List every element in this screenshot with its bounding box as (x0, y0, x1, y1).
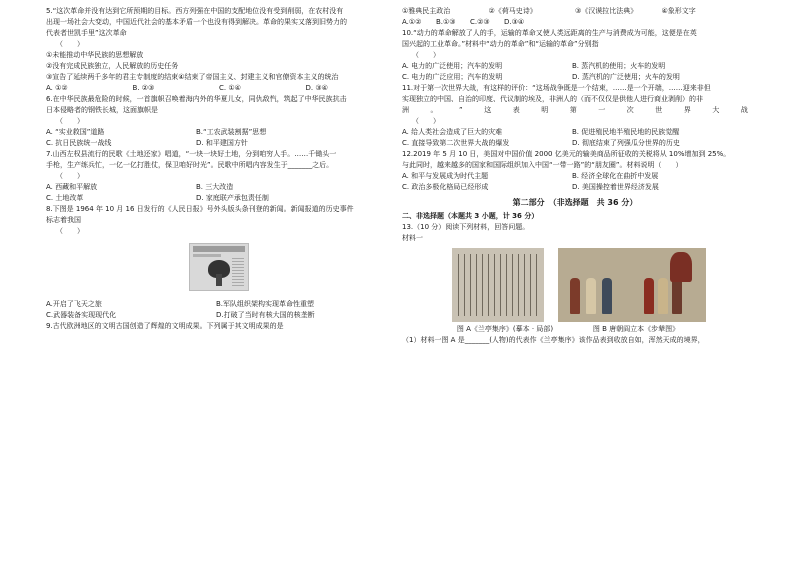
option-a: A. ①② (46, 84, 68, 92)
option-b: B.①③ (436, 18, 456, 26)
option-b: B. 三大改造 (196, 183, 234, 191)
q11-line: 实现独立的中国、自治的印度、代议制的埃及，非洲人的（而不仅仅是供他人进行商业剥削）的非 (402, 95, 703, 103)
part-two-title: 第二部分 （非选择题 共 36 分） (512, 198, 638, 207)
question-10 (402, 28, 748, 83)
q11-line: 11.对于第一次世界大战，有这样的评价：“这场战争既是一个结束，……是一个开端，……迎来非但 (402, 84, 711, 92)
option-b: B. ②③ (132, 84, 155, 92)
q10-line: 国兴起的工业革命。”材料中“动力的革命”和“运输的革命”分别指 (402, 40, 599, 48)
answer-paren: （ ） (56, 227, 84, 235)
question-7 (46, 149, 392, 204)
q13-material-label: 材料一 (402, 234, 423, 242)
right-column (402, 6, 748, 346)
painting-figure (570, 278, 580, 314)
q5-item: ①未能推动中华民族的思想解放 (46, 51, 144, 59)
question-9-options (402, 6, 748, 28)
left-column (46, 6, 392, 332)
calligraphy-strokes (458, 254, 538, 316)
option-d: D. ③④ (305, 84, 328, 92)
q11-char: ” (459, 106, 463, 114)
q11-char: 表 (512, 106, 520, 114)
option-b: B.“工农武装割据”思想 (196, 128, 267, 136)
q9-item: ②《荷马史诗》 (488, 7, 537, 15)
q11-char: 世 (655, 106, 663, 114)
option-a: A. 给人类社会造成了巨大的灾难 (402, 128, 503, 136)
painting-figure (586, 278, 596, 314)
option-d: D.③④ (504, 18, 525, 26)
option-b: B.军队组织架构实现革命性重塑 (216, 300, 315, 308)
option-a: A. 西藏和平解放 (46, 183, 98, 191)
newspaper-headline (193, 254, 221, 257)
option-a: A. 电力的广泛使用；汽车的发明 (402, 62, 503, 70)
q5-item: ②没有完成民族独立，人民解放的历史任务 (46, 62, 179, 70)
question-12 (402, 149, 748, 193)
q5-options (46, 83, 392, 94)
q11-char: 第 (569, 106, 577, 114)
caption-b: 图 B 唐朝阎立本《步辇图》 (592, 325, 680, 333)
q5-line: 出现一场社会大变动，中国近代社会的基本矛盾一个也没有得到解决。革命的果实又落到旧势力的 (46, 18, 347, 26)
q6-options (46, 127, 392, 149)
option-d: D. 彻底结束了列强瓜分世界的历史 (572, 139, 680, 147)
q7-options (46, 182, 392, 204)
q11-char: 明 (541, 106, 549, 114)
answer-paren: （ ） (412, 51, 440, 59)
q11-char: 一 (598, 106, 606, 114)
q5-line: 5.“这次革命并没有达到它所预期的目标。西方列强在中国的支配地位没有受到削弱，在农村没有 (46, 7, 344, 15)
option-c: C. 政治多极化格局已经形成 (402, 183, 489, 191)
newspaper-masthead (193, 246, 245, 252)
option-d: D.打破了当时有核大国的核垄断 (216, 311, 315, 319)
option-d: D. 家庭联产承包责任制 (196, 194, 269, 202)
painting-image (558, 248, 706, 322)
painting-figure (672, 278, 682, 314)
q11-char: 大 (712, 106, 720, 114)
caption-a: 图 A《兰亭集序》(摹本 · 局部) (456, 325, 554, 333)
q10-line: 10.“动力的革命解放了人的手，运输的革命又使人类远距离的生产与消费成为可能，这便是在英 (402, 29, 697, 37)
section-two-title: 二、非选择题（本题共 3 小题，计 36 分） (402, 212, 539, 220)
q5-item: ③宣告了延续两千多年的君主专制度的结束④结束了帝国主义、封建主义和官僚资本主义的统治 (46, 73, 339, 81)
option-a: A. “实业救国”道路 (46, 128, 105, 136)
q13-line: 13.（10 分）阅读下列材料，回答问题。 (402, 223, 530, 231)
question-9 (46, 321, 392, 332)
q10-options (402, 61, 748, 83)
q8-options (46, 299, 392, 321)
q13-figures (452, 248, 748, 322)
mushroom-cloud-stem (216, 274, 222, 286)
q11-char: 界 (683, 106, 691, 114)
q6-line: 6.在中华民族最危险的时候，一首旗帜召唤着海内外的华夏儿女，同仇敌忾，筑起了中华民族抗击 (46, 95, 347, 103)
q8-line: 标志着我国 (46, 216, 81, 224)
painting-figure (644, 278, 654, 314)
newspaper-text-block (232, 258, 244, 286)
q11-char: 。 (430, 106, 438, 114)
question-5 (46, 6, 392, 94)
q9-options (402, 17, 748, 28)
newspaper-image (189, 243, 249, 291)
q12-options (402, 171, 748, 193)
q11-char: 这 (484, 106, 492, 114)
option-d: D. 美国操控着世界经济发展 (572, 183, 659, 191)
q11-options (402, 127, 748, 149)
option-a: A. 和平与发展成为时代主题 (402, 172, 489, 180)
q11-char: 洲 (402, 106, 409, 114)
q9-item: ①雅典民主政治 (402, 7, 451, 15)
option-c: C. 抗日民族统一战线 (46, 139, 112, 147)
question-6 (46, 94, 392, 149)
option-a: A.开启了飞天之旅 (46, 300, 102, 308)
answer-paren: （ ） (56, 117, 84, 125)
option-c: C. 电力的广泛应用；汽车的发明 (402, 73, 503, 81)
painting-fan (670, 252, 692, 282)
q5-line: 代表者世凯手里”这次革命 (46, 29, 127, 37)
q9-item: ③《汉谟拉比法典》 (575, 7, 638, 15)
option-b: B. 促进殖民地半殖民地的民族觉醒 (572, 128, 680, 136)
q6-line: 日本侵略者的钢铁长城，这面旗帜是 (46, 106, 158, 114)
option-c: C. 土地改革 (46, 194, 84, 202)
calligraphy-image (452, 248, 544, 322)
option-c: C.武器装备实现现代化 (46, 311, 117, 319)
q11-justified-line (402, 105, 748, 116)
option-b: B. 经济全球化在曲折中发展 (572, 172, 659, 180)
q11-char: 战 (740, 106, 748, 114)
option-d: D. 和平建国方针 (196, 139, 248, 147)
option-d: D. 蒸汽机的广泛使用；火车的发明 (572, 73, 680, 81)
q12-line: 与此同时，越来越多的国家和国际组织加入中国“一带一路”的“朋友圈”。材料说明（ ） (402, 161, 683, 169)
answer-paren: （ ） (56, 172, 84, 180)
q9-item: ④象形文字 (661, 7, 696, 15)
option-c: C.②③ (470, 18, 490, 26)
q9-line: 9.古代欧洲地区的文明古国创造了辉煌的文明成果。下列属于其文明成果的是 (46, 322, 284, 330)
option-c: C. 直接导致第二次世界大战的爆发 (402, 139, 510, 147)
question-8 (46, 204, 392, 321)
q9-items (402, 6, 748, 17)
option-c: C. ①④ (219, 84, 241, 92)
painting-figure (658, 278, 668, 314)
q12-line: 12.2019 年 5 月 10 日，美国对中国价值 2000 亿美元的输美商品所征收的关税将从 10%增加到 25%。 (402, 150, 731, 158)
painting-figure (602, 278, 612, 314)
option-a: A.①② (402, 18, 422, 26)
question-11 (402, 83, 748, 149)
q7-line: 7.山西左权县流行的民歌《土地还家》唱道，“一块一块好土地，分到咱穷人手。……千锄头一 (46, 150, 337, 158)
q8-line: 8.下图是 1964 年 10 月 16 日发行的《人民日报》号外头版头条刊登的新闻。新闻报道的历史事件 (46, 205, 354, 213)
q11-char: 次 (626, 106, 634, 114)
figure-captions (452, 324, 748, 335)
q13-sub1: （1）材料一图 A 是_______(人物)的代表作《兰亭集序》该作品表到收放自如，浑然天成的境界， (402, 336, 705, 344)
question-13 (402, 222, 748, 346)
answer-paren: （ ） (412, 117, 440, 125)
answer-paren: （ ） (56, 40, 84, 48)
option-b: B. 蒸汽机的使用；火车的发明 (572, 62, 666, 70)
q7-line: 手枪，生产练兵忙，一亿一亿打胜仗，保卫咱好时光”。民歌中所唱内容发生于_______之后。 (46, 161, 334, 169)
